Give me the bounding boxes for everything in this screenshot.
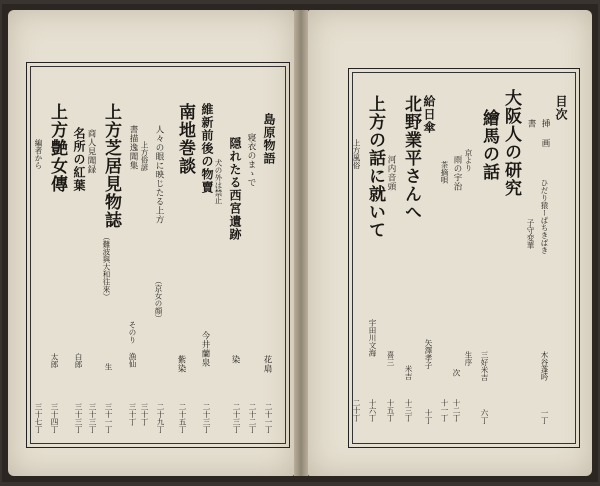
toc-page: 二十三丁 xyxy=(232,403,241,433)
left-toc-frame xyxy=(26,62,290,448)
toc-heading: 目次 xyxy=(554,95,568,121)
toc-author: 三好米吉 xyxy=(480,351,489,381)
toc-author: 生 xyxy=(104,363,113,371)
right-toc-frame xyxy=(348,68,580,448)
toc-page: 一丁 xyxy=(540,409,549,424)
toc-title: 人々の眼に映じたる上方 xyxy=(154,125,164,224)
toc-author: 紫染 xyxy=(176,355,186,373)
toc-author: 今井蘭泉 xyxy=(200,331,210,367)
toc-page: 二十二丁 xyxy=(248,403,257,433)
toc-page: 三十丁 xyxy=(128,403,137,426)
toc-subtitle: 子守変華 xyxy=(526,219,535,249)
toc-title: 河内音頭 xyxy=(386,155,396,191)
toc-author: 宇田川文海 xyxy=(368,319,377,357)
toc-page: 二十丁 xyxy=(352,399,361,422)
toc-title: 寝衣のまゝで xyxy=(246,133,256,187)
right-page xyxy=(308,10,592,476)
toc-title: 書 xyxy=(526,119,536,128)
toc-page: 十二丁 xyxy=(452,399,461,422)
toc-page: 三十三丁 xyxy=(88,403,97,433)
toc-title: 繪馬の話 xyxy=(479,109,499,181)
toc-author: 矢澤孝子 xyxy=(424,339,433,369)
toc-title: 大阪人の研究 xyxy=(501,89,521,197)
toc-author: 木谷蓬吟 xyxy=(540,351,549,381)
toc-title: 書描逸聞集 xyxy=(128,125,138,170)
toc-page: 十一丁 xyxy=(440,399,449,422)
toc-author: 米吉 xyxy=(404,365,413,380)
toc-author: 白郎 xyxy=(74,353,83,368)
toc-author: 花扇 xyxy=(262,355,272,373)
toc-subtitle: （京女の顔） xyxy=(154,277,163,322)
toc-author: 染 xyxy=(230,355,240,364)
toc-page: 六丁 xyxy=(480,409,489,424)
toc-title: 京より xyxy=(464,149,473,172)
toc-title: 商人見聞録 xyxy=(86,129,96,174)
toc-title: 給日傘 xyxy=(422,95,436,134)
open-book xyxy=(2,4,598,482)
toc-title: 茶摘唄 xyxy=(440,161,449,184)
toc-title: 維新前後の物賣 xyxy=(200,103,214,194)
toc-subtitle: ひだり猿ーぱちきばき xyxy=(540,179,549,254)
toc-page: 三十丁 xyxy=(140,403,149,426)
toc-page: 三十七丁 xyxy=(34,403,43,433)
toc-author: 太郎 xyxy=(50,353,59,368)
toc-page: 十六丁 xyxy=(368,399,377,422)
toc-page: 三十三丁 xyxy=(74,403,83,433)
toc-title: 上方風俗 xyxy=(352,139,361,169)
toc-title: 編者から xyxy=(34,139,43,169)
toc-author: そのり 漁仙 xyxy=(128,321,137,368)
toc-page: 二十一丁 xyxy=(264,403,273,433)
book-gutter xyxy=(294,10,308,476)
toc-title: 北野業平さんへ xyxy=(401,95,421,221)
toc-title: 雨の宇治 xyxy=(452,155,462,191)
toc-page: 三十一丁 xyxy=(104,403,113,433)
toc-title: 上方の話に就いて xyxy=(365,95,385,239)
toc-page: 三十四丁 xyxy=(50,403,59,433)
toc-title: 上方俗諺 xyxy=(140,141,149,171)
toc-title: 上方芝居見物誌 xyxy=(101,103,121,229)
toc-title: 島原物語 xyxy=(262,113,276,165)
toc-page: 二十九丁 xyxy=(156,403,165,433)
toc-subtitle: 犬の外は禁止 xyxy=(214,159,223,204)
toc-title: 上方艶女傳 xyxy=(47,103,67,193)
toc-page: 十丁 xyxy=(424,409,433,424)
toc-title: 名所の紅葉 xyxy=(72,127,86,192)
toc-title: 隠れたる西宮遺跡 xyxy=(228,137,242,241)
toc-title: 南地巻談 xyxy=(175,103,195,175)
toc-title: 挿 画 xyxy=(540,119,550,148)
left-page xyxy=(8,10,294,476)
toc-page: 十五丁 xyxy=(386,399,395,422)
toc-author: 生序 xyxy=(464,351,473,366)
toc-author: 次 xyxy=(452,369,461,377)
toc-page: 二十五丁 xyxy=(178,403,187,433)
toc-subtitle: （難波與大和往來） xyxy=(102,233,111,301)
toc-author: 喜三 xyxy=(386,351,395,366)
toc-page: 十三丁 xyxy=(404,399,413,422)
toc-page: 二十三丁 xyxy=(202,403,211,433)
